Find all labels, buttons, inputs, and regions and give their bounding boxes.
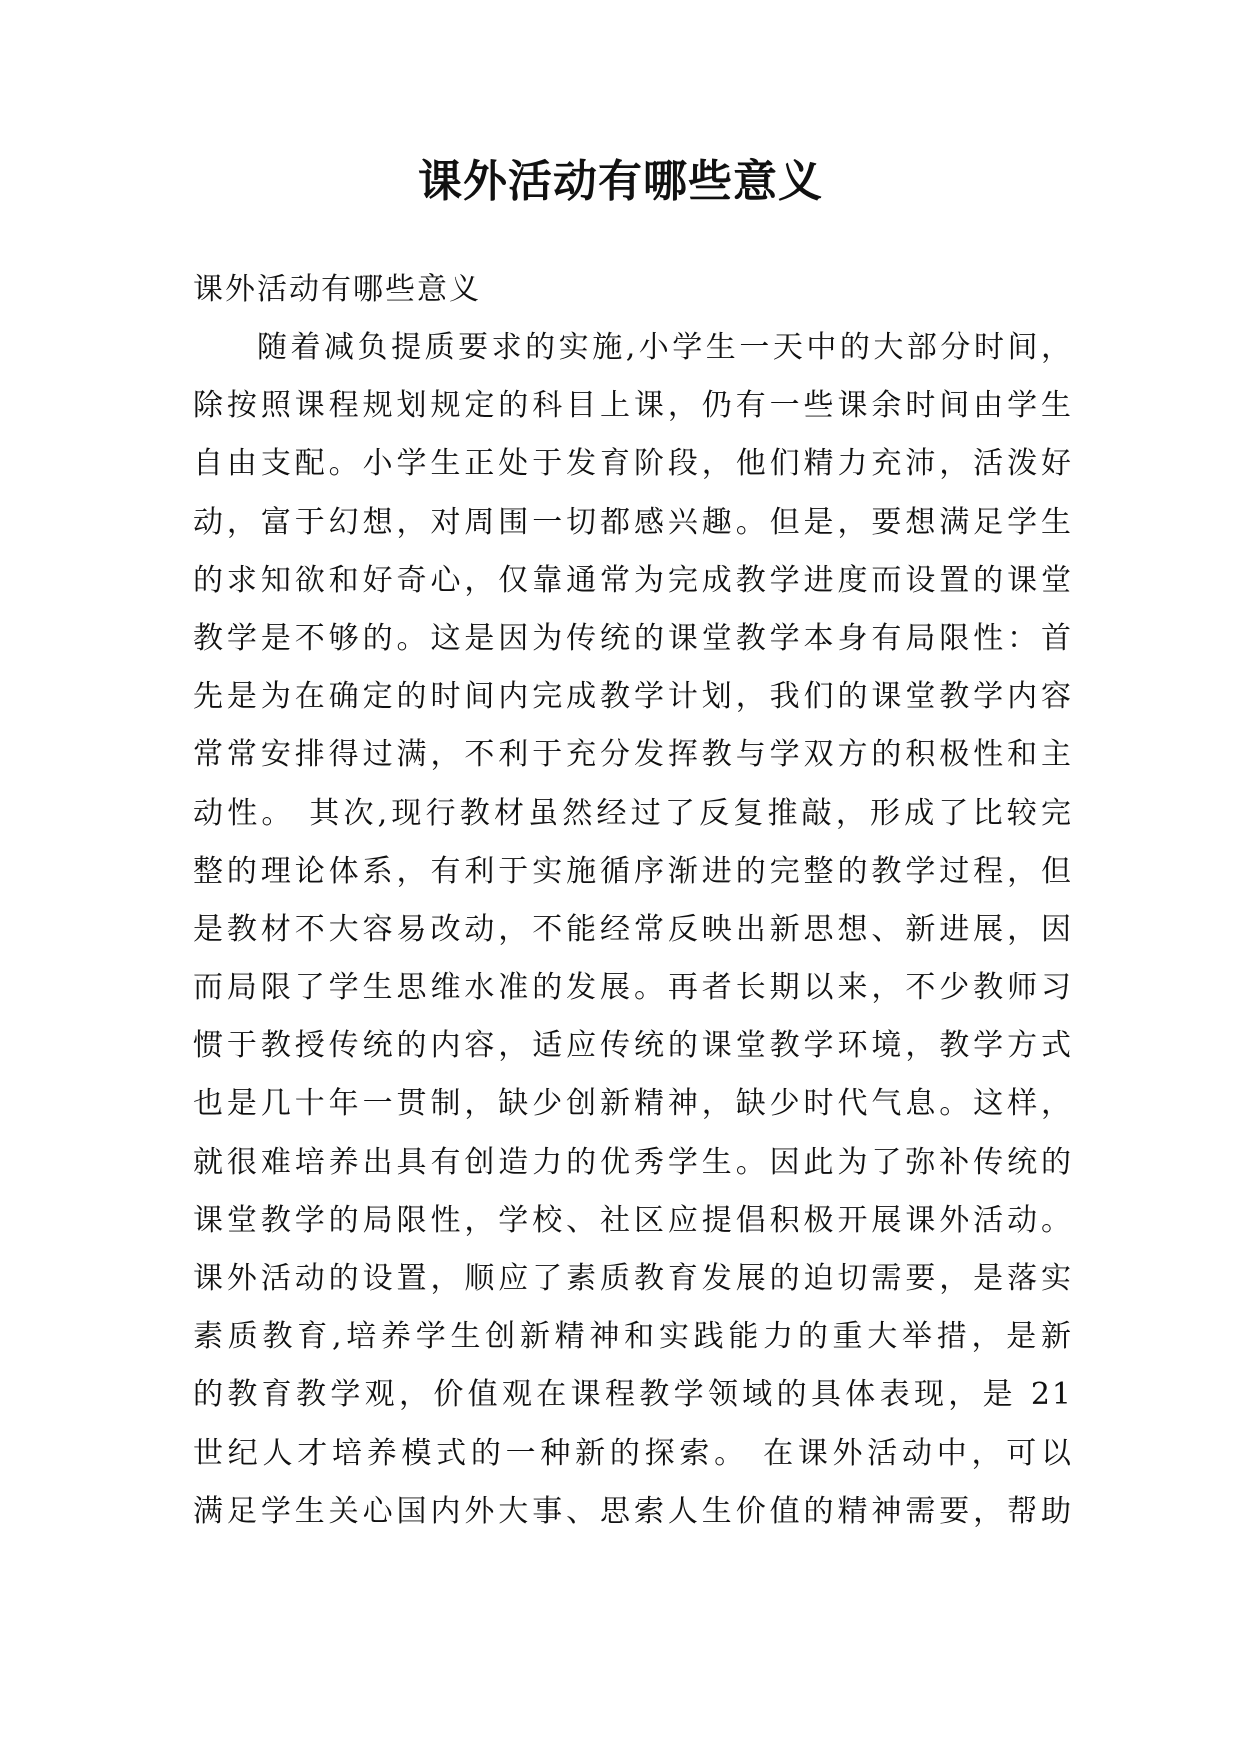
paragraph-line: 素质教育,培养学生创新精神和实践能力的重大举措，是新 (193, 1319, 1073, 1355)
paragraph-line: 随着减负提质要求的实施,小学生一天中的大部分时间， (257, 330, 1073, 365)
document-subtitle: 课外活动有哪些意义 (193, 272, 481, 307)
paragraph-line: 除按照课程规划规定的科目上课，仍有一些课余时间由学生 (193, 388, 1073, 424)
paragraph-line: 就很难培养出具有创造力的优秀学生。因此为了弥补传统的 (193, 1144, 1073, 1180)
paragraph-line: 世纪人才培养模式的一种新的探索。 在课外活动中，可以 (193, 1435, 1073, 1471)
paragraph-line: 课堂教学的局限性，学校、社区应提倡积极开展课外活动。 (193, 1202, 1073, 1238)
paragraph-line: 是教材不大容易改动，不能经常反映出新思想、新进展，因 (193, 911, 1073, 947)
paragraph-line: 的求知欲和好奇心，仅靠通常为完成教学进度而设置的课堂 (193, 562, 1073, 598)
paragraph-line: 常常安排得过满，不利于充分发挥教与学双方的积极性和主 (193, 737, 1073, 773)
paragraph-line: 整的理论体系，有利于实施循序渐进的完整的教学过程，但 (193, 853, 1073, 889)
paragraph-line: 动性。 其次,现行教材虽然经过了反复推敲，形成了比较完 (193, 795, 1073, 831)
paragraph-line: 满足学生关心国内外大事、思索人生价值的精神需要，帮助 (193, 1493, 1073, 1529)
paragraph-line: 而局限了学生思维水准的发展。再者长期以来，不少教师习 (193, 970, 1073, 1006)
paragraph-line: 的教育教学观，价值观在课程教学领域的具体表现，是 21 (193, 1377, 1073, 1413)
paragraph-line: 动，富于幻想，对周围一切都感兴趣。但是，要想满足学生 (193, 504, 1073, 540)
document-body (193, 261, 1073, 1541)
paragraph-line: 课外活动的设置，顺应了素质教育发展的迫切需要，是落实 (193, 1261, 1073, 1296)
paragraph-line: 教学是不够的。这是因为传统的课堂教学本身有局限性：首 (193, 620, 1073, 656)
paragraph-line: 惯于教授传统的内容，适应传统的课堂教学环境，教学方式 (193, 1028, 1073, 1064)
paragraph-line: 也是几十年一贯制，缺少创新精神，缺少时代气息。这样， (193, 1086, 1073, 1122)
paragraph-line: 先是为在确定的时间内完成教学计划，我们的课堂教学内容 (193, 679, 1073, 715)
paragraph-line: 自由支配。小学生正处于发育阶段，他们精力充沛，活泼好 (193, 446, 1073, 482)
document-title: 课外活动有哪些意义 (418, 156, 823, 207)
